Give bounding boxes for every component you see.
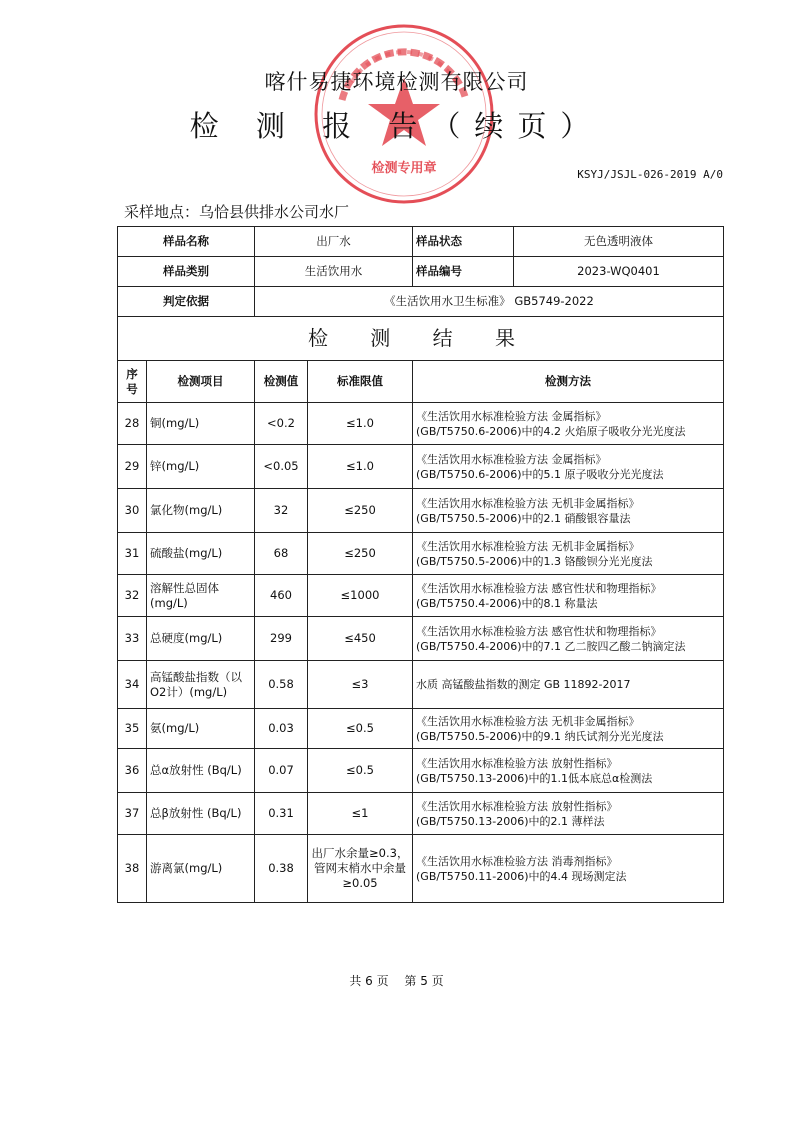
table-row: [118, 575, 724, 617]
row-number: 38: [118, 835, 147, 903]
method-line: 《生活饮用水标准检验方法 消毒剂指标》: [416, 854, 618, 868]
row-value: <0.05: [255, 445, 308, 489]
row-item: 铜(mg/L): [147, 403, 255, 445]
method-line: (GB/T5750.5-2006)中的2.1 硝酸银容量法: [416, 511, 631, 525]
method-line: 《生活饮用水标准检验方法 感官性状和物理指标》: [416, 624, 662, 638]
row-method: [413, 749, 724, 793]
sample-name-value: 出厂水: [255, 227, 413, 257]
row-value: 68: [255, 533, 308, 575]
report-title: 检 测 报 告（续页）: [189, 109, 604, 143]
document-number: KSYJ/JSJL-026-2019 A/0: [577, 168, 723, 181]
table-row: [118, 835, 724, 903]
row-item: 高锰酸盐指数（以O2计）(mg/L): [147, 661, 255, 709]
total-pages: 共 6 页: [349, 974, 389, 988]
page-footer: [0, 972, 793, 989]
header-method: 检测方法: [413, 361, 724, 403]
sample-state-value: 无色透明液体: [514, 227, 724, 257]
row-value: 0.58: [255, 661, 308, 709]
current-page: 第 5 页: [404, 974, 444, 988]
results-body: [118, 403, 724, 903]
table-row: [118, 489, 724, 533]
method-line: (GB/T5750.4-2006)中的7.1 乙二胺四乙酸二钠滴定法: [416, 639, 686, 653]
sample-type-label: 样品类别: [118, 257, 255, 287]
table-row: [118, 661, 724, 709]
row-value: 0.07: [255, 749, 308, 793]
method-line: (GB/T5750.13-2006)中的1.1低本底总α检测法: [416, 771, 653, 785]
row-limit: ≤0.5: [308, 749, 413, 793]
header-value: 检测值: [255, 361, 308, 403]
sampling-location-label: 采样地点：: [124, 203, 200, 221]
row-limit: ≤0.5: [308, 709, 413, 749]
row-limit: 出厂水余量≥0.3，管网末梢水中余量≥0.05: [308, 835, 413, 903]
row-item: 总硬度(mg/L): [147, 617, 255, 661]
row-method: [413, 403, 724, 445]
basis-value: 《生活饮用水卫生标准》 GB5749-2022: [255, 287, 724, 317]
row-limit: ≤3: [308, 661, 413, 709]
row-value: <0.2: [255, 403, 308, 445]
method-line: 《生活饮用水标准检验方法 金属指标》: [416, 452, 607, 466]
results-title: 检 测 结 果: [118, 317, 724, 361]
seal-bottom-text: 检测专用章: [371, 161, 437, 176]
method-line: (GB/T5750.11-2006)中的4.4 现场测定法: [416, 869, 627, 883]
row-number: 33: [118, 617, 147, 661]
row-number: 29: [118, 445, 147, 489]
row-method: [413, 617, 724, 661]
table-row: [118, 709, 724, 749]
row-limit: ≤1000: [308, 575, 413, 617]
row-method: [413, 445, 724, 489]
method-line: (GB/T5750.4-2006)中的8.1 称量法: [416, 596, 598, 610]
method-line: 《生活饮用水标准检验方法 金属指标》: [416, 409, 607, 423]
header-item: 检测项目: [147, 361, 255, 403]
row-method: [413, 709, 724, 749]
table-row: [118, 793, 724, 835]
row-value: 32: [255, 489, 308, 533]
sampling-location-value: 乌恰县供排水公司水厂: [199, 203, 350, 221]
row-number: 34: [118, 661, 147, 709]
row-number: 32: [118, 575, 147, 617]
company-name: 喀什易捷环境检测有限公司: [264, 70, 529, 94]
row-number: 30: [118, 489, 147, 533]
row-value: 0.03: [255, 709, 308, 749]
method-line: (GB/T5750.6-2006)中的5.1 原子吸收分光光度法: [416, 467, 664, 481]
row-value: 460: [255, 575, 308, 617]
row-number: 28: [118, 403, 147, 445]
row-item: 锌(mg/L): [147, 445, 255, 489]
sample-number-label: 样品编号: [413, 257, 514, 287]
row-item: 氨(mg/L): [147, 709, 255, 749]
row-item: 硫酸盐(mg/L): [147, 533, 255, 575]
row-item: 氯化物(mg/L): [147, 489, 255, 533]
row-value: 299: [255, 617, 308, 661]
method-line: (GB/T5750.5-2006)中的9.1 纳氏试剂分光光度法: [416, 729, 664, 743]
method-line: 水质 高锰酸盐指数的测定 GB 11892-2017: [416, 678, 631, 691]
row-method: [413, 835, 724, 903]
method-line: 《生活饮用水标准检验方法 无机非金属指标》: [416, 539, 640, 553]
sampling-location: [124, 201, 349, 222]
sample-number-value: 2023-WQ0401: [514, 257, 724, 287]
table-row: [118, 445, 724, 489]
table-row: [118, 403, 724, 445]
row-method: [413, 575, 724, 617]
row-limit: ≤250: [308, 533, 413, 575]
row-method: [413, 793, 724, 835]
table-row: [118, 533, 724, 575]
row-item: 溶解性总固体(mg/L): [147, 575, 255, 617]
header-limit: 标准限值: [308, 361, 413, 403]
row-limit: ≤450: [308, 617, 413, 661]
report-table: [117, 226, 724, 903]
row-number: 31: [118, 533, 147, 575]
table-row: [118, 617, 724, 661]
method-line: (GB/T5750.5-2006)中的1.3 铬酸钡分光光度法: [416, 554, 653, 568]
row-item: 游离氯(mg/L): [147, 835, 255, 903]
row-method: [413, 489, 724, 533]
row-item: 总α放射性 (Bq/L): [147, 749, 255, 793]
row-number: 37: [118, 793, 147, 835]
row-value: 0.31: [255, 793, 308, 835]
method-line: (GB/T5750.13-2006)中的2.1 薄样法: [416, 814, 605, 828]
header-no: 序号: [118, 361, 147, 403]
row-number: 36: [118, 749, 147, 793]
sample-state-label: 样品状态: [413, 227, 514, 257]
method-line: 《生活饮用水标准检验方法 放射性指标》: [416, 799, 618, 813]
method-line: 《生活饮用水标准检验方法 放射性指标》: [416, 756, 618, 770]
sample-type-value: 生活饮用水: [255, 257, 413, 287]
table-row: [118, 749, 724, 793]
row-item: 总β放射性 (Bq/L): [147, 793, 255, 835]
row-method: [413, 661, 724, 709]
sample-name-label: 样品名称: [118, 227, 255, 257]
method-line: (GB/T5750.6-2006)中的4.2 火焰原子吸收分光光度法: [416, 424, 686, 438]
basis-label: 判定依据: [118, 287, 255, 317]
row-method: [413, 533, 724, 575]
method-line: 《生活饮用水标准检验方法 无机非金属指标》: [416, 496, 640, 510]
row-value: 0.38: [255, 835, 308, 903]
row-number: 35: [118, 709, 147, 749]
row-limit: ≤1.0: [308, 445, 413, 489]
row-limit: ≤1: [308, 793, 413, 835]
row-limit: ≤250: [308, 489, 413, 533]
row-limit: ≤1.0: [308, 403, 413, 445]
method-line: 《生活饮用水标准检验方法 感官性状和物理指标》: [416, 581, 662, 595]
method-line: 《生活饮用水标准检验方法 无机非金属指标》: [416, 714, 640, 728]
